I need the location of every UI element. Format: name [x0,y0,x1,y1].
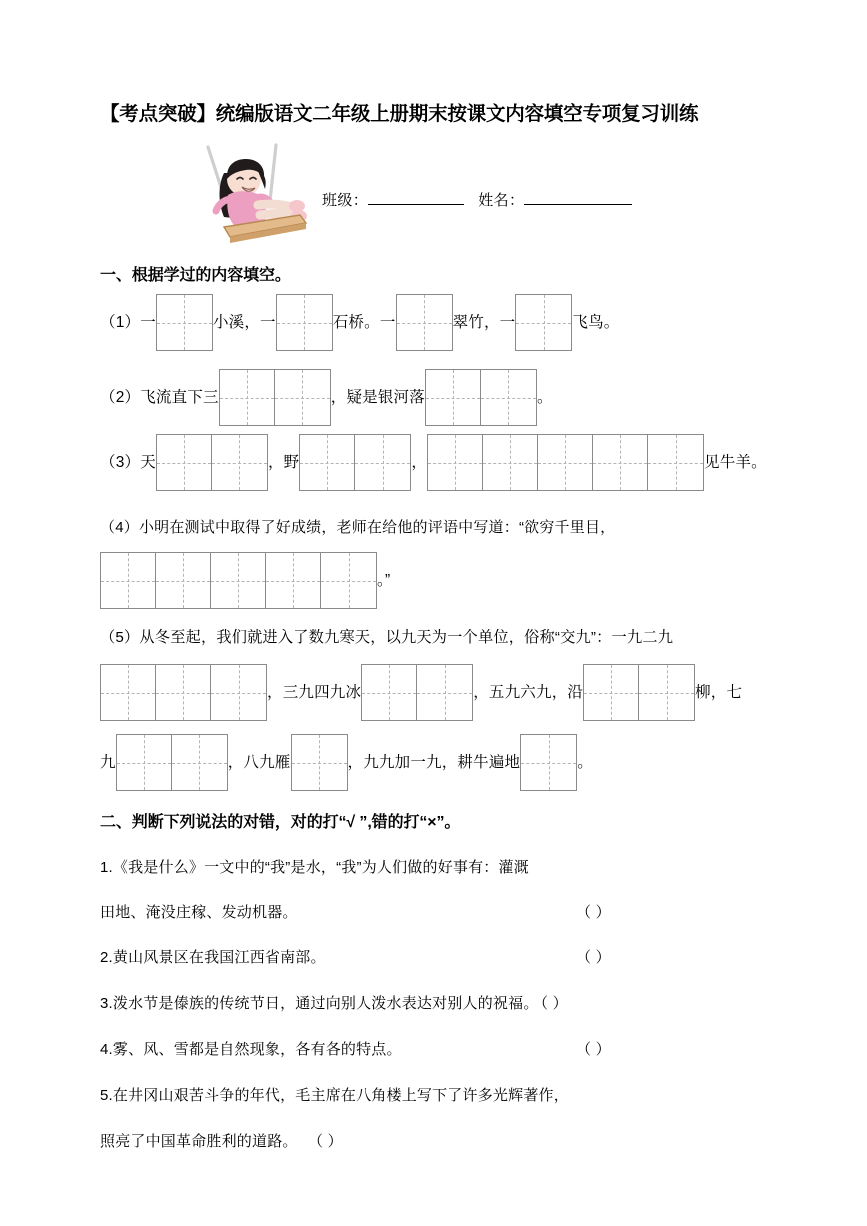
question-row-4-boxes [100,552,800,609]
answer-box-group[interactable] [583,664,695,721]
answer-cell[interactable] [538,435,593,490]
answer-box-group[interactable] [291,734,348,791]
q5-l3-seg-3: 。 [577,753,593,771]
answer-cell[interactable] [275,370,330,425]
tf-item-4-text: 4.雾、风、雪都是自然现象，各有各的特点。 [100,1041,402,1058]
q3-seg-3: 见牛羊。 [704,453,767,471]
page-title: 【考点突破】统编版语文二年级上册期末按课文内容填空专项复习训练 [100,103,699,125]
answer-box-group[interactable] [425,369,537,426]
class-input-blank[interactable] [368,204,464,205]
tf-item-1-line-2-text: 田地、淹没庄稼、发动机器。 [100,904,298,921]
answer-cell[interactable] [172,735,227,790]
q5-l3-seg-1: ，八九雁 [227,753,291,771]
q4-closing-text: 。” [377,571,391,589]
tf-item-1-line-1: 1.《我是什么》一文中的“我”是水，“我”为人们做的好事有：灌溉 [100,859,529,876]
answer-box-group[interactable] [396,294,453,351]
answer-box-group[interactable] [156,294,213,351]
tf-item-5-line-2-text: 照亮了中国革命胜利的道路。 [100,1133,298,1150]
q3-seg-0: 天 [140,453,156,471]
q5-l3-seg-2: ，九九加一九，耕牛遍地 [347,753,521,771]
answer-cell[interactable] [481,370,536,425]
answer-box-group[interactable] [116,734,228,791]
q3-seg-2: ， [411,453,428,471]
question-row-5-line-2 [100,664,800,721]
answer-cell[interactable] [101,665,156,720]
q2-seg-0: 飞流直下三 [140,388,219,406]
q1-seg-1: 小溪，一 [212,313,276,331]
answer-box-group[interactable] [299,434,411,491]
answer-cell[interactable] [355,435,410,490]
tf-item-1-line-2 [100,901,800,922]
answer-cell[interactable] [266,553,321,608]
q1-seg-4: 飞鸟。 [572,313,620,331]
answer-cell[interactable] [156,665,211,720]
answer-cell[interactable] [426,370,481,425]
q2-seg-2: 。 [536,388,553,406]
question-number-2: （2） [100,388,141,406]
q1-seg-2: 石桥。一 [332,313,396,331]
answer-box-group[interactable] [100,664,267,721]
answer-box-group[interactable] [276,294,333,351]
girl-on-swing-illustration [180,143,312,251]
answer-cell[interactable] [277,295,332,350]
answer-cell[interactable] [211,553,266,608]
tf-item-2-text: 2.黄山风景区在我国江西省南部。 [100,949,326,966]
answer-cell[interactable] [639,665,694,720]
tf-answer-paren-1[interactable]: （ ） [576,904,611,921]
answer-cell[interactable] [362,665,417,720]
tf-item-3-text: 3.泼水节是傣族的传统节日，通过向别人泼水表达对别人的祝福。 [100,995,539,1012]
q5-l2-seg-1: ，五九六九，沿 [473,683,584,701]
answer-cell[interactable] [292,735,347,790]
q1-seg-3: 翠竹，一 [452,313,516,331]
answer-cell[interactable] [521,735,576,790]
question-row-1 [100,294,800,351]
answer-cell[interactable] [483,435,538,490]
class-label: 班级： [322,192,369,209]
tf-item-2-line-1 [100,946,800,967]
answer-box-group[interactable] [219,369,331,426]
q5-l2-seg-2: 柳，七 [695,683,743,701]
answer-cell[interactable] [300,435,355,490]
answer-cell[interactable] [584,665,639,720]
q3-seg-1: ，野 [267,453,300,471]
answer-box-group[interactable] [520,734,577,791]
section-heading-2: 二、判断下列说法的对错，对的打“√ ”,错的打“×”。 [100,814,461,831]
student-info-fields [322,189,632,210]
question-4-text-line-1: （4）小明在测试中取得了好成绩，老师在给他的评语中写道：“欲穷千里目， [100,519,616,536]
question-number-3: （3） [100,453,141,471]
question-row-3 [100,434,800,491]
tf-item-5-line-2 [100,1130,800,1151]
answer-cell[interactable] [212,435,267,490]
answer-cell[interactable] [101,553,156,608]
tf-item-4-line-1 [100,1038,800,1059]
worksheet-header [100,143,790,253]
answer-cell[interactable] [417,665,472,720]
answer-box-group[interactable] [515,294,572,351]
tf-item-3-line-1 [100,992,800,1013]
answer-cell[interactable] [397,295,452,350]
question-number-1: （1） [100,313,141,331]
q1-seg-0: 一 [140,313,156,331]
answer-box-group[interactable] [427,434,704,491]
answer-cell[interactable] [428,435,483,490]
answer-cell[interactable] [157,295,212,350]
answer-cell[interactable] [211,665,266,720]
tf-answer-paren-5[interactable]: （ ） [308,1133,343,1150]
answer-box-group[interactable] [361,664,473,721]
answer-box-group[interactable] [156,434,268,491]
answer-cell[interactable] [156,553,211,608]
q5-l2-seg-0: ，三九四九冰 [267,683,362,701]
name-label: 姓名： [478,192,525,209]
answer-cell[interactable] [157,435,212,490]
section-heading-1: 一、根据学过的内容填空。 [100,267,291,284]
name-input-blank[interactable] [524,204,632,205]
tf-item-5-line-1: 5.在井冈山艰苦斗争的年代，毛主席在八角楼上写下了许多光辉著作， [100,1087,569,1104]
q5-l3-seg-0: 九 [100,753,116,771]
q2-seg-1: ，疑是银河落 [330,388,425,406]
answer-cell[interactable] [648,435,703,490]
question-row-5-line-3 [100,734,800,791]
answer-cell[interactable] [516,295,571,350]
answer-cell[interactable] [117,735,172,790]
answer-cell[interactable] [593,435,648,490]
tf-answer-paren-3[interactable]: （ ） [540,995,568,1012]
question-row-2 [100,369,800,426]
answer-box-group[interactable] [100,552,377,609]
question-5-text-line-1: （5）从冬至起，我们就进入了数九寒天，以九天为一个单位，俗称“交九”：一九二九 [100,629,674,646]
answer-cell[interactable] [321,553,376,608]
tf-answer-paren-2[interactable]: （ ） [576,949,611,966]
tf-answer-paren-4[interactable]: （ ） [576,1041,611,1058]
answer-cell[interactable] [220,370,275,425]
